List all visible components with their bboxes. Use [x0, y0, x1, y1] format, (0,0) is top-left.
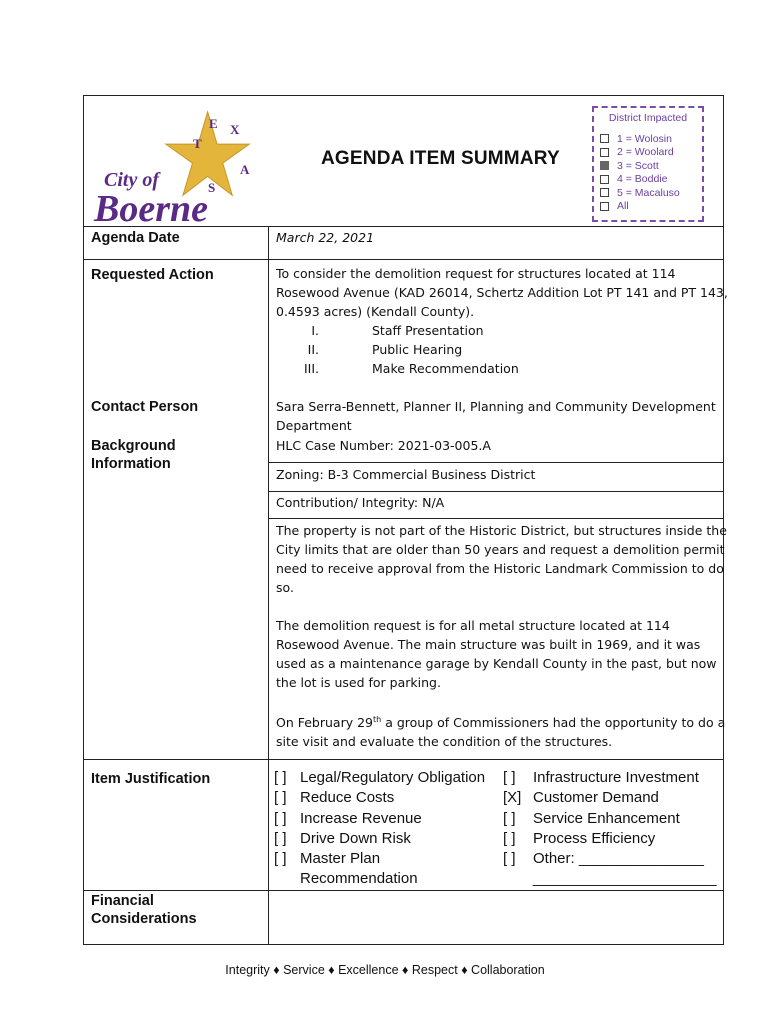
contact-line: Sara Serra-Bennett, Planner II, Planning and Community Development	[276, 399, 716, 414]
financial-label: Financial Considerations	[91, 893, 197, 927]
justification-checkbox: [ ]	[274, 769, 287, 786]
district-option-label: 2 = Woolard	[617, 146, 674, 159]
action-step: III. Make Recommendation	[303, 361, 519, 376]
justification-label: Other: _______________	[533, 850, 704, 868]
justification-label: Service Enhancement	[533, 809, 680, 827]
justification-right-column	[503, 768, 717, 890]
justification-checkbox	[503, 869, 533, 889]
justification-checkbox: [ ]	[503, 829, 516, 847]
justification-label: Legal/Regulatory Obligation	[300, 769, 486, 786]
justification-label: ______________________	[533, 870, 717, 888]
justification-label: Reduce Costs	[300, 789, 395, 807]
justification-label: Drive Down Risk	[300, 829, 411, 847]
justification-left-column	[274, 768, 485, 890]
zoning: Zoning: B-3 Commercial Business District	[276, 467, 536, 482]
requested-action-label: Requested Action	[91, 267, 214, 283]
justification-label: Customer Demand	[533, 789, 659, 807]
contact-line: Department	[276, 418, 352, 433]
logo-name: Boerne	[94, 188, 208, 226]
justification-option	[274, 829, 485, 849]
justification-checkbox: [X]	[503, 789, 522, 807]
justification-option	[503, 849, 717, 869]
unchecked-box-icon	[600, 175, 609, 184]
background-paragraph-2: The demolition request is for all metal structure located at 114 Rosewood Avenue. The main structure was built in 1969, and it was used as a maintenance garage by Kendall County in the past, but now the lot is used for parking.	[276, 618, 717, 690]
justification-checkbox: [ ]	[503, 769, 516, 786]
justification-checkbox: [ ]	[274, 789, 287, 807]
row-divider	[83, 226, 724, 227]
logo-star-letter: X	[230, 122, 240, 137]
logo-star-letter: E	[209, 116, 218, 131]
logo-city-of: City of	[104, 169, 159, 191]
district-option	[600, 132, 696, 146]
district-option	[600, 159, 696, 173]
row-divider	[83, 759, 724, 760]
justification-checkbox: [ ]	[274, 829, 287, 847]
row-divider	[83, 259, 724, 260]
district-option-label: All	[617, 200, 629, 213]
justification-option	[274, 849, 485, 869]
justification-checkbox: [ ]	[503, 850, 516, 868]
page-title: AGENDA ITEM SUMMARY	[321, 148, 560, 169]
requested-action-value	[276, 264, 728, 378]
district-option	[600, 186, 696, 200]
district-option-label: 3 = Scott	[617, 159, 659, 172]
item-justification-label: Item Justification	[91, 771, 211, 787]
background-label: Background Information	[91, 438, 176, 472]
justification-label: Increase Revenue	[300, 809, 422, 827]
unchecked-box-icon	[600, 134, 609, 143]
contact-person-value	[276, 397, 716, 435]
justification-option	[503, 829, 717, 849]
background-paragraph-1: The property is not part of the Historic District, but structures inside the City limits that are older than 50 years and request a demolition permit need to receive approval from the Historic Landmark Commission to do so.	[276, 523, 727, 595]
agenda-date-label: Agenda Date	[91, 230, 180, 246]
justification-label: Master Plan	[300, 850, 381, 868]
justification-option	[274, 809, 485, 829]
unchecked-box-icon	[600, 148, 609, 157]
logo-star-letter: S	[208, 180, 216, 195]
contribution: Contribution/ Integrity: N/A	[276, 495, 445, 510]
logo-star-letter: T	[193, 136, 202, 151]
justification-option	[274, 788, 485, 808]
requested-action-line: To consider the demolition request for structures located at 114	[276, 266, 676, 281]
justification-checkbox: [ ]	[503, 809, 516, 827]
unchecked-box-icon	[600, 188, 609, 197]
district-option-label: 1 = Wolosin	[617, 132, 672, 145]
justification-checkbox	[274, 869, 300, 889]
requested-action-line: 0.4593 acres) (Kendall County).	[276, 304, 475, 319]
row-divider	[268, 491, 724, 492]
unchecked-box-icon	[600, 202, 609, 211]
justification-option	[503, 869, 717, 889]
justification-label: Infrastructure Investment	[533, 769, 699, 786]
justification-checkbox: [ ]	[274, 809, 287, 827]
justification-option	[274, 869, 485, 889]
justification-checkbox: [ ]	[274, 850, 287, 868]
justification-option	[503, 788, 717, 808]
requested-action-line: Rosewood Avenue (KAD 26014, Schertz Addition Lot PT 141 and PT 143,	[276, 285, 728, 300]
district-option	[600, 146, 696, 160]
row-divider	[268, 462, 724, 463]
logo-star-letter: A	[240, 162, 250, 177]
district-option	[600, 173, 696, 187]
action-step: I. Staff Presentation	[311, 323, 484, 338]
justification-option	[503, 768, 717, 788]
district-option	[600, 200, 696, 214]
justification-option	[503, 809, 717, 829]
district-impacted-box	[592, 106, 704, 222]
district-option-label: 4 = Boddie	[617, 173, 668, 186]
district-heading: District Impacted	[608, 112, 688, 124]
justification-option	[274, 768, 485, 788]
case-number: HLC Case Number: 2021-03-005.A	[276, 438, 491, 453]
row-divider	[83, 890, 724, 891]
contact-person-label: Contact Person	[91, 399, 199, 415]
city-logo	[90, 108, 258, 226]
agenda-date-value: March 22, 2021	[276, 230, 375, 245]
row-divider	[268, 518, 724, 519]
checked-box-icon	[600, 161, 609, 170]
background-paragraph-3: On February 29th a group of Commissioners had the opportunity to do a site visit and evaluate the condition of the structures.	[276, 715, 726, 750]
action-step: II. Public Hearing	[307, 342, 463, 357]
justification-label: Recommendation	[300, 870, 418, 888]
column-divider	[268, 226, 269, 945]
footer-values: Integrity ♦ Service ♦ Excellence ♦ Respect ♦ Collaboration	[225, 963, 545, 977]
justification-label: Process Efficiency	[533, 829, 656, 847]
district-option-label: 5 = Macaluso	[617, 186, 680, 199]
